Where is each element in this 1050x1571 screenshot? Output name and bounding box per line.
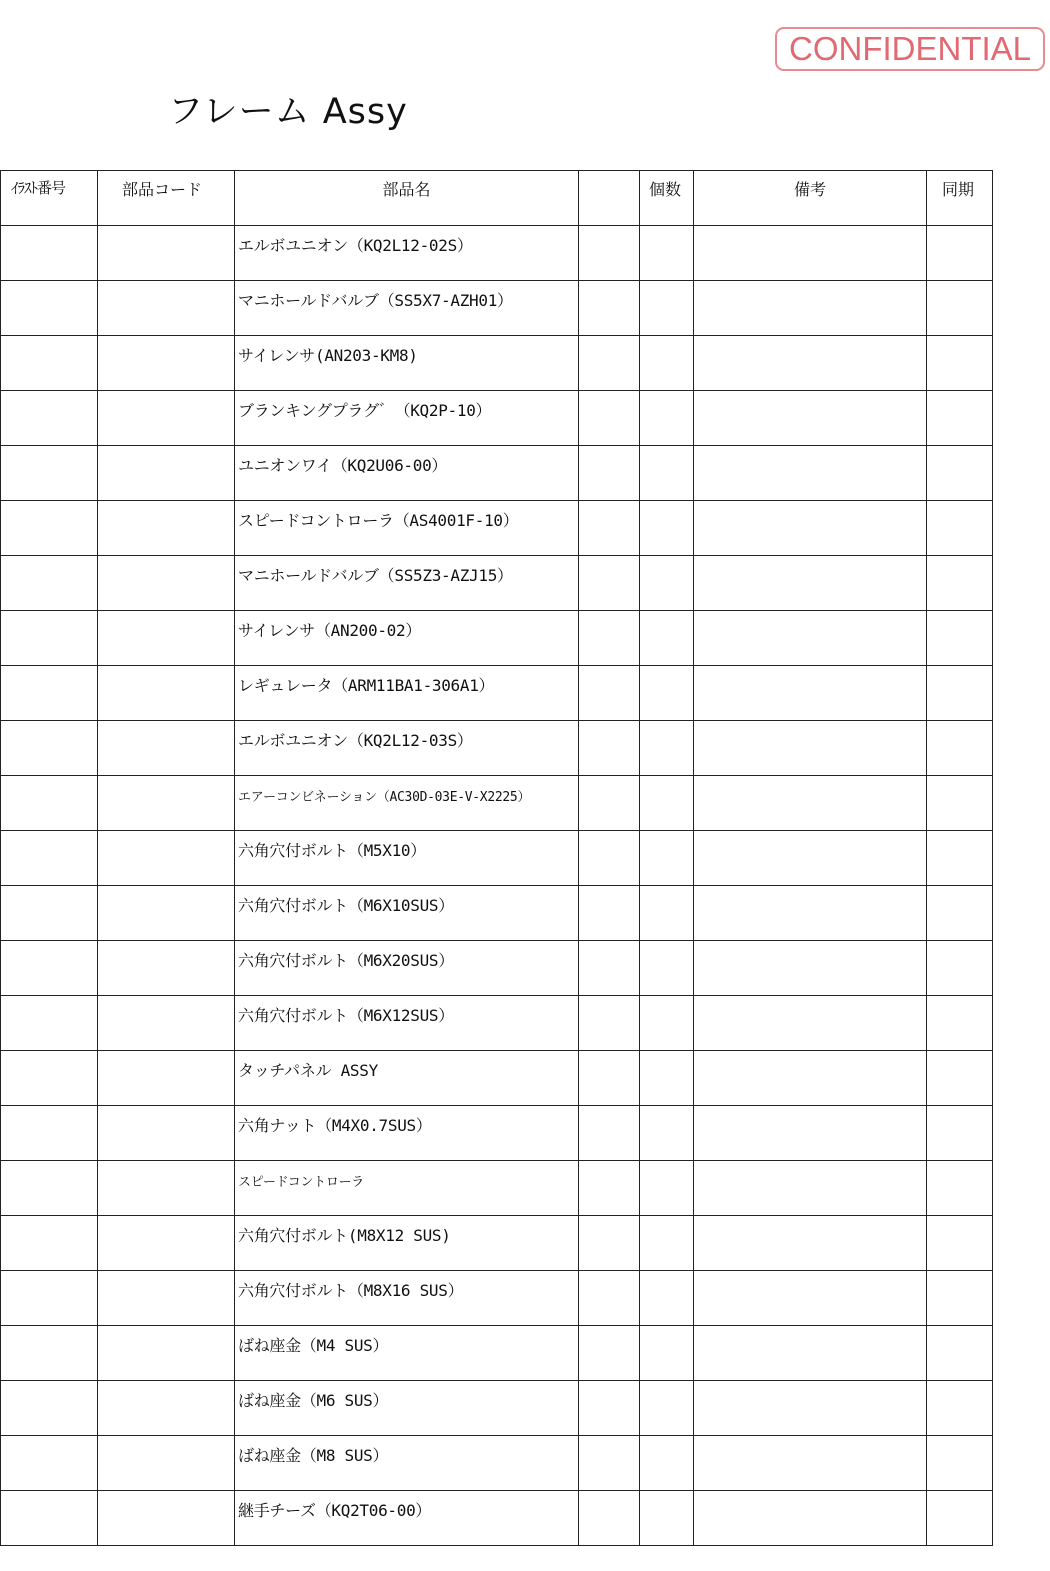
- cell-remarks: [694, 1491, 927, 1546]
- cell-sync: [927, 666, 993, 721]
- cell-blank: [579, 556, 640, 611]
- cell-blank: [579, 611, 640, 666]
- cell-part-code: [98, 391, 235, 446]
- cell-part-code: [98, 1436, 235, 1491]
- header-row: [1, 171, 993, 226]
- cell-blank: [579, 831, 640, 886]
- cell-part-code: [98, 1491, 235, 1546]
- cell-quantity: [640, 611, 694, 666]
- cell-blank: [579, 1106, 640, 1161]
- cell-blank: [579, 721, 640, 776]
- cell-part-name: サイレンサ(AN203-KM8): [235, 336, 579, 391]
- cell-part-name: ばね座金（M8 SUS）: [235, 1436, 579, 1491]
- cell-part-code: [98, 501, 235, 556]
- header-part-code: 部品コード: [98, 171, 235, 226]
- cell-remarks: [694, 1436, 927, 1491]
- cell-remarks: [694, 1326, 927, 1381]
- cell-part-code: [98, 831, 235, 886]
- cell-quantity: [640, 1436, 694, 1491]
- cell-illust-no: [1, 1326, 98, 1381]
- header-blank: [579, 171, 640, 226]
- cell-sync: [927, 996, 993, 1051]
- cell-blank: [579, 281, 640, 336]
- cell-part-code: [98, 1051, 235, 1106]
- cell-part-code: [98, 666, 235, 721]
- cell-quantity: [640, 1326, 694, 1381]
- table-header: [1, 171, 993, 226]
- cell-sync: [927, 1161, 993, 1216]
- cell-remarks: [694, 1161, 927, 1216]
- header-remarks: 備考: [694, 171, 927, 226]
- cell-sync: [927, 226, 993, 281]
- table-row: [1, 391, 993, 446]
- cell-quantity: [640, 1161, 694, 1216]
- table-row: [1, 1381, 993, 1436]
- cell-sync: [927, 281, 993, 336]
- cell-illust-no: [1, 336, 98, 391]
- cell-illust-no: [1, 666, 98, 721]
- cell-part-name: ユニオンワイ（KQ2U06-00）: [235, 446, 579, 501]
- table-row: [1, 996, 993, 1051]
- cell-part-code: [98, 281, 235, 336]
- cell-sync: [927, 501, 993, 556]
- cell-sync: [927, 1326, 993, 1381]
- cell-blank: [579, 336, 640, 391]
- table-row: [1, 446, 993, 501]
- cell-part-name: ばね座金（M4 SUS）: [235, 1326, 579, 1381]
- cell-quantity: [640, 336, 694, 391]
- cell-part-code: [98, 941, 235, 996]
- cell-sync: [927, 336, 993, 391]
- cell-part-name: 六角穴付ボルト（M8X16 SUS）: [235, 1271, 579, 1326]
- cell-remarks: [694, 281, 927, 336]
- cell-illust-no: [1, 501, 98, 556]
- cell-sync: [927, 1051, 993, 1106]
- cell-part-code: [98, 1161, 235, 1216]
- cell-part-name: マニホールドバルブ（SS5Z3-AZJ15）: [235, 556, 579, 611]
- cell-blank: [579, 1491, 640, 1546]
- cell-blank: [579, 886, 640, 941]
- cell-part-code: [98, 886, 235, 941]
- cell-part-name: 六角穴付ボルト（M6X10SUS）: [235, 886, 579, 941]
- cell-blank: [579, 941, 640, 996]
- cell-blank: [579, 446, 640, 501]
- cell-quantity: [640, 281, 694, 336]
- cell-remarks: [694, 886, 927, 941]
- cell-part-name: レギュレータ（ARM11BA1-306A1）: [235, 666, 579, 721]
- cell-quantity: [640, 941, 694, 996]
- cell-quantity: [640, 1491, 694, 1546]
- cell-illust-no: [1, 886, 98, 941]
- cell-illust-no: [1, 1051, 98, 1106]
- header-sync: 同期: [927, 171, 993, 226]
- cell-part-code: [98, 226, 235, 281]
- cell-remarks: [694, 226, 927, 281]
- cell-remarks: [694, 501, 927, 556]
- cell-sync: [927, 776, 993, 831]
- cell-quantity: [640, 501, 694, 556]
- table-row: [1, 281, 993, 336]
- cell-blank: [579, 666, 640, 721]
- cell-part-name: エアーコンビネーション（AC30D-03E-V-X2225）: [235, 776, 579, 831]
- cell-quantity: [640, 556, 694, 611]
- cell-illust-no: [1, 1161, 98, 1216]
- table-row: [1, 336, 993, 391]
- cell-illust-no: [1, 996, 98, 1051]
- cell-part-code: [98, 1326, 235, 1381]
- page-title: フレーム Assy: [168, 92, 408, 132]
- cell-sync: [927, 721, 993, 776]
- cell-part-code: [98, 446, 235, 501]
- cell-part-code: [98, 1381, 235, 1436]
- cell-sync: [927, 446, 993, 501]
- cell-quantity: [640, 1051, 694, 1106]
- table-row: [1, 1326, 993, 1381]
- cell-part-code: [98, 336, 235, 391]
- table-row: [1, 1106, 993, 1161]
- cell-illust-no: [1, 1436, 98, 1491]
- confidential-stamp: CONFIDENTIAL: [775, 27, 1045, 71]
- cell-sync: [927, 556, 993, 611]
- table-row: [1, 611, 993, 666]
- cell-part-code: [98, 776, 235, 831]
- cell-part-name: 六角穴付ボルト（M5X10）: [235, 831, 579, 886]
- cell-blank: [579, 226, 640, 281]
- table-row: [1, 941, 993, 996]
- table-body: [1, 226, 993, 1546]
- cell-part-name: マニホールドバルブ（SS5X7-AZH01）: [235, 281, 579, 336]
- cell-quantity: [640, 391, 694, 446]
- header-quantity: 個数: [640, 171, 694, 226]
- cell-remarks: [694, 1271, 927, 1326]
- cell-illust-no: [1, 941, 98, 996]
- cell-part-code: [98, 721, 235, 776]
- cell-remarks: [694, 721, 927, 776]
- cell-quantity: [640, 1216, 694, 1271]
- cell-remarks: [694, 556, 927, 611]
- cell-remarks: [694, 831, 927, 886]
- cell-illust-no: [1, 831, 98, 886]
- cell-part-code: [98, 1106, 235, 1161]
- cell-blank: [579, 1161, 640, 1216]
- cell-illust-no: [1, 1381, 98, 1436]
- cell-quantity: [640, 776, 694, 831]
- cell-remarks: [694, 996, 927, 1051]
- cell-part-name: タッチパネル ASSY: [235, 1051, 579, 1106]
- cell-sync: [927, 831, 993, 886]
- cell-quantity: [640, 831, 694, 886]
- table-row: [1, 886, 993, 941]
- cell-illust-no: [1, 1271, 98, 1326]
- table-row: [1, 501, 993, 556]
- cell-part-code: [98, 996, 235, 1051]
- cell-sync: [927, 1271, 993, 1326]
- cell-part-name: スピードコントローラ（AS4001F-10）: [235, 501, 579, 556]
- cell-illust-no: [1, 1106, 98, 1161]
- cell-quantity: [640, 226, 694, 281]
- cell-sync: [927, 1106, 993, 1161]
- cell-part-name: サイレンサ（AN200-02）: [235, 611, 579, 666]
- table-row: [1, 1271, 993, 1326]
- cell-remarks: [694, 1381, 927, 1436]
- cell-quantity: [640, 666, 694, 721]
- cell-blank: [579, 501, 640, 556]
- table-row: [1, 1051, 993, 1106]
- cell-illust-no: [1, 1491, 98, 1546]
- cell-illust-no: [1, 391, 98, 446]
- cell-part-name: 六角ナット（M4X0.7SUS）: [235, 1106, 579, 1161]
- cell-blank: [579, 1216, 640, 1271]
- cell-part-code: [98, 1216, 235, 1271]
- cell-remarks: [694, 391, 927, 446]
- cell-quantity: [640, 996, 694, 1051]
- cell-remarks: [694, 941, 927, 996]
- cell-remarks: [694, 1051, 927, 1106]
- cell-illust-no: [1, 776, 98, 831]
- cell-remarks: [694, 446, 927, 501]
- cell-sync: [927, 611, 993, 666]
- cell-part-name: 六角穴付ボルト（M6X12SUS）: [235, 996, 579, 1051]
- cell-quantity: [640, 1106, 694, 1161]
- header-part-name: 部品名: [235, 171, 579, 226]
- table-row: [1, 556, 993, 611]
- cell-remarks: [694, 336, 927, 391]
- cell-quantity: [640, 1381, 694, 1436]
- cell-blank: [579, 391, 640, 446]
- cell-illust-no: [1, 446, 98, 501]
- cell-illust-no: [1, 611, 98, 666]
- table-row: [1, 831, 993, 886]
- cell-part-name: 六角穴付ボルト(M8X12 SUS): [235, 1216, 579, 1271]
- table-row: [1, 1491, 993, 1546]
- cell-illust-no: [1, 281, 98, 336]
- cell-remarks: [694, 776, 927, 831]
- table-row: [1, 1161, 993, 1216]
- table-row: [1, 226, 993, 281]
- cell-remarks: [694, 1216, 927, 1271]
- cell-blank: [579, 776, 640, 831]
- cell-blank: [579, 1381, 640, 1436]
- cell-blank: [579, 1326, 640, 1381]
- cell-illust-no: [1, 556, 98, 611]
- table-row: [1, 776, 993, 831]
- table-row: [1, 1436, 993, 1491]
- cell-illust-no: [1, 721, 98, 776]
- header-illust-no: ｲﾗｽﾄ番号: [1, 171, 98, 226]
- cell-part-name: エルボユニオン（KQ2L12-03S）: [235, 721, 579, 776]
- cell-blank: [579, 1051, 640, 1106]
- cell-sync: [927, 1491, 993, 1546]
- cell-quantity: [640, 721, 694, 776]
- parts-table: [0, 170, 993, 1546]
- cell-sync: [927, 1381, 993, 1436]
- cell-illust-no: [1, 1216, 98, 1271]
- cell-sync: [927, 391, 993, 446]
- cell-part-code: [98, 611, 235, 666]
- cell-part-name: ばね座金（M6 SUS）: [235, 1381, 579, 1436]
- cell-part-name: ブランキングプラグ゛（KQ2P-10）: [235, 391, 579, 446]
- table-row: [1, 721, 993, 776]
- cell-sync: [927, 886, 993, 941]
- cell-quantity: [640, 1271, 694, 1326]
- cell-remarks: [694, 1106, 927, 1161]
- table-row: [1, 1216, 993, 1271]
- cell-part-name: 六角穴付ボルト（M6X20SUS）: [235, 941, 579, 996]
- cell-part-name: エルボユニオン（KQ2L12-02S）: [235, 226, 579, 281]
- cell-sync: [927, 1436, 993, 1491]
- cell-blank: [579, 1271, 640, 1326]
- cell-sync: [927, 941, 993, 996]
- cell-illust-no: [1, 226, 98, 281]
- cell-part-code: [98, 1271, 235, 1326]
- cell-blank: [579, 996, 640, 1051]
- cell-sync: [927, 1216, 993, 1271]
- cell-quantity: [640, 446, 694, 501]
- cell-part-code: [98, 556, 235, 611]
- cell-quantity: [640, 886, 694, 941]
- cell-part-name: スピードコントローラ: [235, 1161, 579, 1216]
- cell-remarks: [694, 666, 927, 721]
- cell-part-name: 継手チーズ（KQ2T06-00）: [235, 1491, 579, 1546]
- table-row: [1, 666, 993, 721]
- cell-remarks: [694, 611, 927, 666]
- cell-blank: [579, 1436, 640, 1491]
